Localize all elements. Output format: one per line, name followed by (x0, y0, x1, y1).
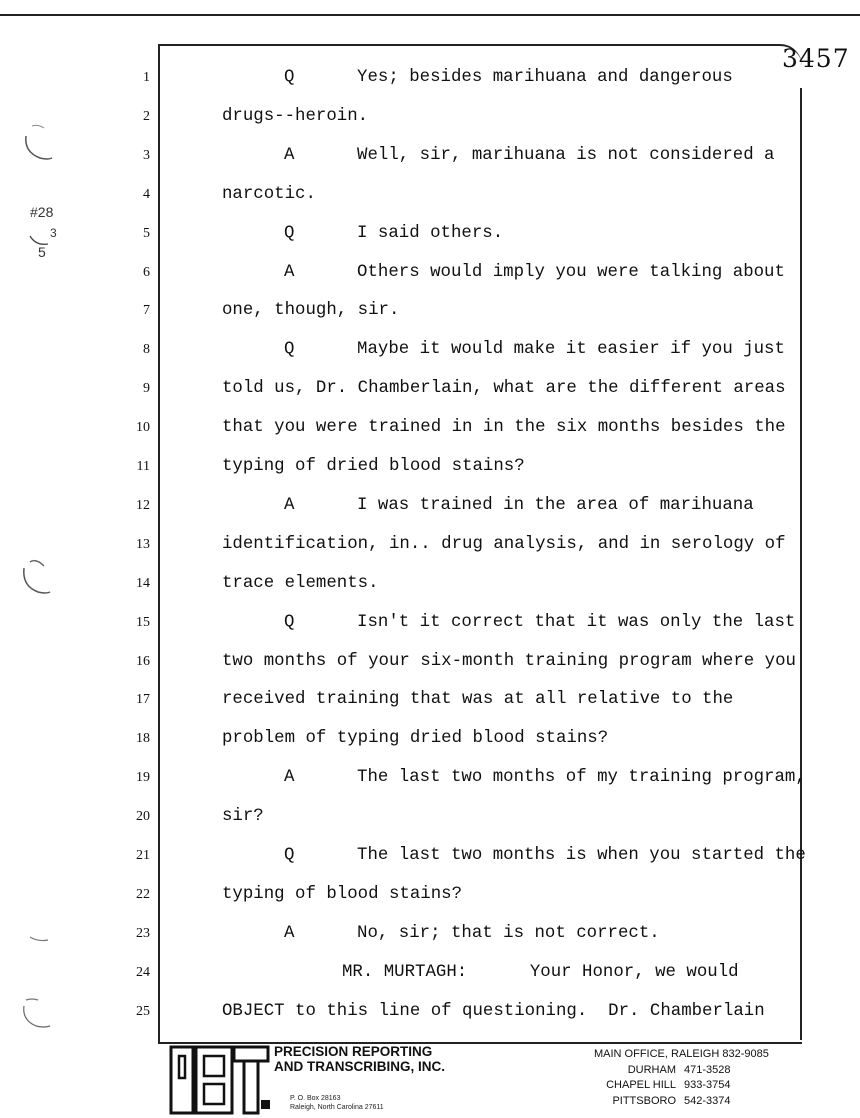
office-row-pittsboro (594, 1094, 769, 1110)
po-city: Raleigh, North Carolina 27611 (290, 1104, 384, 1111)
line-number: 21 (136, 848, 150, 863)
line-number: 24 (136, 964, 150, 980)
office-phone: 471-3528 (684, 1063, 731, 1076)
firm-name (274, 1044, 445, 1074)
transcript-line: problem of typing dried blood stains? (222, 729, 609, 749)
line-number: 9 (143, 381, 150, 397)
margin-curve-mark (28, 234, 52, 248)
transcript-line: Q Maybe it would make it easier if you just (284, 340, 785, 360)
office-city: MAIN OFFICE, RALEIGH (594, 1048, 720, 1060)
transcript-frame-right-rule (800, 88, 802, 1040)
page-number: 3457 (782, 44, 850, 73)
office-phone: 832-9085 (722, 1048, 769, 1060)
transcript-line: drugs--heroin. (222, 106, 369, 126)
transcript-line: Q Yes; besides marihuana and dangerous (284, 68, 733, 87)
office-phone: 542-3374 (684, 1094, 731, 1107)
transcript-line: that you were trained in in the six months besides the (222, 418, 786, 438)
line-number: 14 (136, 575, 150, 591)
transcript-line: identification, in.. drug analysis, and in serology of (222, 534, 786, 554)
transcript-line: narcotic. (222, 184, 316, 204)
line-number: 13 (136, 536, 150, 552)
office-city: DURHAM (627, 1063, 676, 1076)
line-number: 3 (143, 147, 150, 163)
line-number: 25 (136, 1003, 150, 1019)
transcript-line: one, though, sir. (222, 301, 400, 321)
binder-hole-mark (16, 556, 56, 600)
office-phone: 933-3754 (684, 1079, 731, 1091)
line-number: 22 (136, 886, 150, 902)
line-number: 6 (143, 264, 150, 280)
transcript-line: A I was trained in the area of marihuana (284, 495, 754, 515)
transcript-line: OBJECT to this line of questioning. Dr. Chamberlain (222, 1001, 765, 1021)
line-number: 7 (143, 303, 150, 319)
transcript-line: A Others would imply you were talking about (284, 262, 785, 282)
line-number: 8 (143, 342, 150, 358)
po-box: P. O. Box 28163 (290, 1095, 341, 1102)
line-number: 16 (136, 653, 150, 669)
margin-note-side-b: 5 (38, 244, 46, 260)
transcript-line: received training that was at all relative to the (222, 690, 734, 710)
line-number: 10 (136, 420, 150, 436)
transcript-line: MR. MURTAGH: Your Honor, we would (342, 962, 739, 982)
transcript-line: Q I said others. (284, 223, 504, 243)
office-city: CHAPEL HILL (606, 1079, 676, 1091)
line-number: 1 (143, 70, 150, 85)
line-number: 18 (136, 731, 150, 747)
office-row-chapel-hill (594, 1078, 769, 1094)
company-logo (168, 1044, 272, 1116)
line-number: 4 (143, 186, 150, 202)
transcript-line: two months of your six-month training program where you (222, 651, 796, 671)
transcript-line: sir? (222, 807, 264, 827)
binder-hole-mark (16, 996, 56, 1036)
firm-name-line-2: AND TRANSCRIBING, INC. (274, 1059, 445, 1074)
transcript-line: trace elements. (222, 573, 379, 593)
transcript-line: A The last two months of my training program, (284, 768, 806, 788)
office-list (594, 1047, 769, 1109)
line-number: 2 (143, 108, 150, 124)
transcript-line: A No, sir; that is not correct. (284, 923, 660, 943)
binder-hole-mark (18, 118, 58, 168)
transcript-line: typing of dried blood stains? (222, 457, 525, 476)
office-row-durham (594, 1063, 769, 1079)
line-number: 5 (143, 225, 150, 241)
firm-name-line-1: PRECISION REPORTING (274, 1044, 433, 1059)
transcript-line: Q Isn't it correct that it was only the last (284, 612, 796, 632)
line-number: 11 (136, 459, 150, 474)
transcript-line: Q The last two months is when you started the (284, 846, 806, 865)
line-number: 17 (136, 692, 150, 708)
line-number: 19 (136, 770, 150, 786)
margin-note-tape: #28 (30, 204, 54, 220)
transcript-line: told us, Dr. Chamberlain, what are the different areas (222, 379, 786, 399)
line-number: 15 (136, 614, 150, 630)
margin-dash-mark (28, 934, 52, 944)
transcript-line: typing of blood stains? (222, 884, 463, 904)
top-rule (0, 0, 860, 16)
line-number: 12 (136, 497, 150, 513)
firm-address (290, 1094, 384, 1112)
line-number: 23 (136, 925, 150, 941)
margin-note-side-a: 3 (50, 226, 57, 240)
office-row-main (594, 1047, 769, 1063)
office-city: PITTSBORO (612, 1094, 676, 1107)
line-number: 20 (136, 809, 150, 825)
transcript-line: A Well, sir, marihuana is not considered a (284, 145, 775, 165)
